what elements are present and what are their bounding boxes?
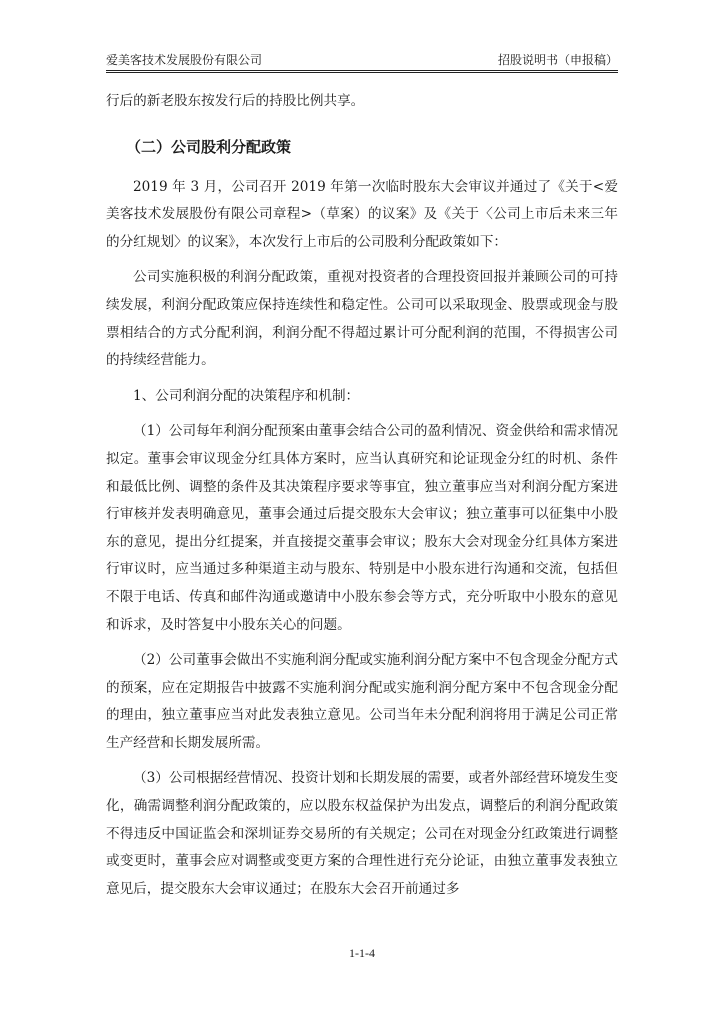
page-number: 1-1-4 [349,946,375,960]
item1-subitem-2: （2）公司董事会做出不实施利润分配或实施利润分配方案中不包含现金分配方式的预案，应在定期报告中披露不实施利润分配或实施利润分配方案中不包含现金分配的理由，独立董事应当对此发表独立意见。公司当年未分配利润将用于满足公司正常生产经营和长期发展所需。 [106,652,618,751]
item1-subitem-1: （1）公司每年利润分配预案由董事会结合公司的盈利情况、资金供给和需求情况拟定。董事会审议现金分红具体方案时，应当认真研究和论证现金分红的时机、条件和最低比例、调整的条件及其决策程序要求等事宜，独立董事应当对利润分配方案进行审核并发表明确意见，董事会通过后提交股东大会审议；独立董事可以征集中小股东的意见，提出分红提案，并直接提交董事会审议；股东大会对现金分红具体方案进行审议时，应当通过多种渠道主动与股东、特别是中小股东进行沟通和交流，包括但不限于电话、传真和邮件沟通或邀请中小股东参会等方式，充分听取中小股东的意见和诉求，及时答复中小股东关心的问题。 [106,423,618,633]
intro-paragraph: 2019 年 3 月，公司召开 2019 年第一次临时股东大会审议并通过了《关于<爱美客技术发展股份有限公司章程>（草案）的议案》及《关于〈公司上市后未来三年的分红规划〉的议案》，本次发行上市后的公司股利分配政策如下： [106,178,618,250]
section-title: （二）公司股利分配政策 [126,137,292,156]
header-rule-secondary [106,72,618,73]
header-document-type: 招股说明书（申报稿） [497,53,618,67]
document-body [106,88,618,903]
header-company-name: 爱美客技术发展股份有限公司 [106,53,263,67]
page-header [106,52,618,72]
header-rule [106,70,618,71]
policy-paragraph: 公司实施积极的利润分配政策，重视对投资者的合理投资回报并兼顾公司的可持续发展，利润分配政策应保持连续性和稳定性。公司可以采取现金、股票或现金与股票相结合的方式分配利润，利润分配不得超过累计可分配利润的范围，不得损害公司的持续经营能力。 [106,269,618,369]
item1-heading: 1、公司利润分配的决策程序和机制： [133,387,360,404]
continuation-paragraph: 行后的新老股东按发行后的持股比例共享。 [106,93,365,109]
item1-subitem-3: （3）公司根据经营情况、投资计划和长期发展的需要，或者外部经营环境发生变化，确需调整利润分配政策的，应以股东权益保护为出发点，调整后的利润分配政策不得违反中国证监会和深圳证券交易所的有关规定；公司在对现金分红政策进行调整或变更时，董事会应对调整或变更方案的合理性进行充分论证，由独立董事发表独立意见后，提交股东大会审议通过；在股东大会召开前通过多 [106,770,618,897]
